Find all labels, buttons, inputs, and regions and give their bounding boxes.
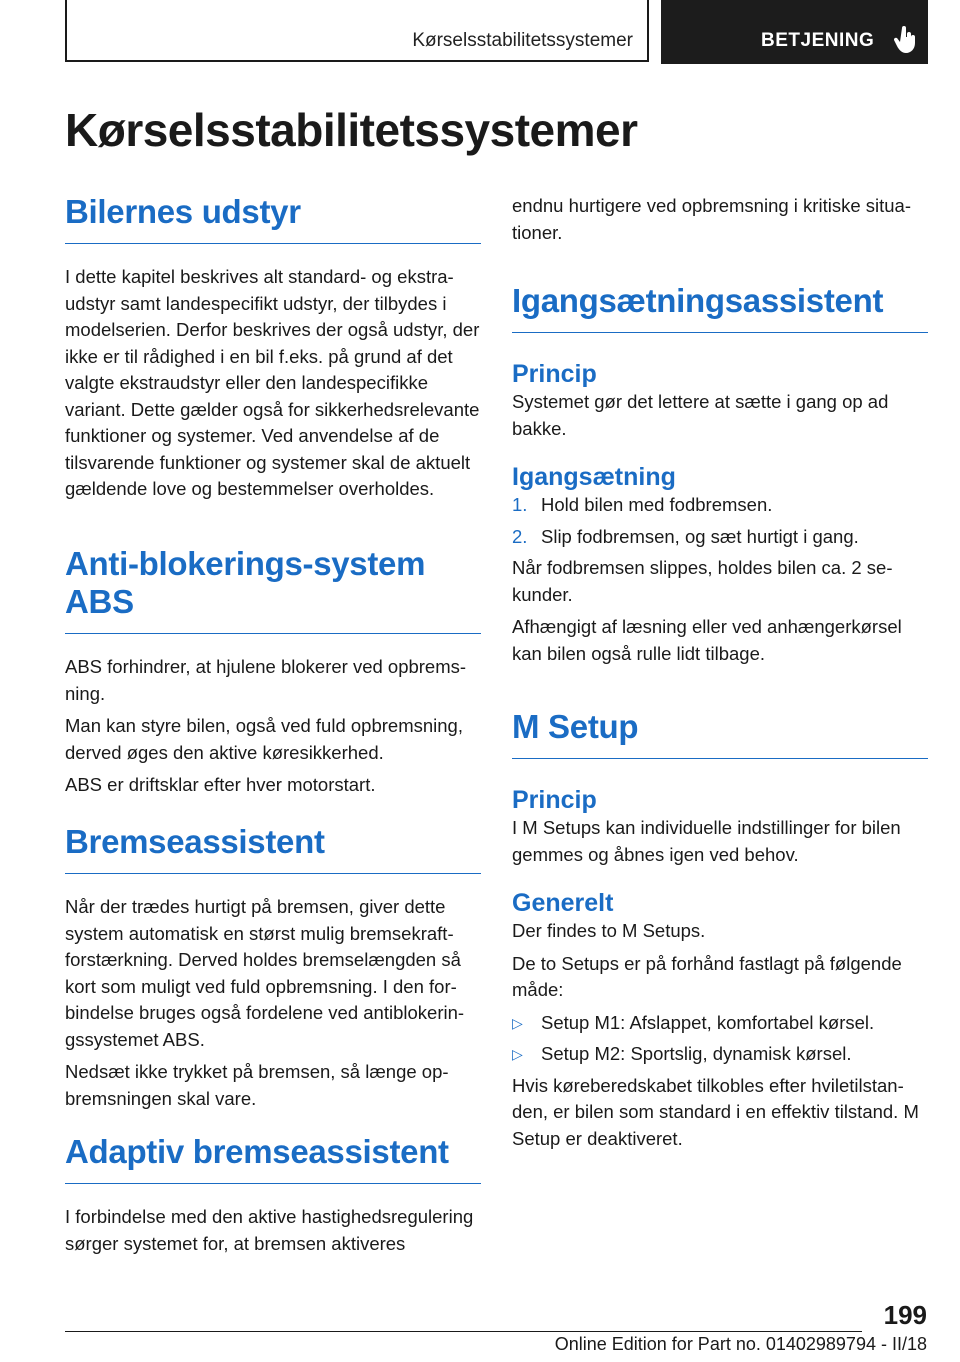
section-heading: Adaptiv bremseassistent <box>65 1133 481 1184</box>
list-number: 1. <box>512 494 528 515</box>
list-item <box>512 492 928 519</box>
paragraph: I M Setups kan individuelle indstillinger for bilen gemmes og åbnes igen ved behov. <box>512 817 901 865</box>
section-heading: Bilernes udstyr <box>65 193 481 244</box>
chapter-tab <box>661 0 928 64</box>
list-item <box>512 1041 928 1068</box>
paragraph: Når der trædes hurtigt på bremsen, giver dette system automatisk en størst mulig bremsekraftforstærkning. Derved holdes bremselængden så kort som muligt ved fuld opbremsning. I den forbindelse bruges også fordelene ved antiblokeringssystemet ABS. <box>65 896 465 1050</box>
section-heading: Bremseassistent <box>65 823 481 874</box>
subsection-heading: Generelt <box>512 889 614 917</box>
footer-divider <box>65 1331 862 1332</box>
pointing-hand-icon <box>894 26 918 54</box>
paragraph: Afhængigt af læsning eller ved anhængerkørsel kan bilen også rulle lidt tilbage. <box>512 616 902 664</box>
paragraph: Man kan styre bilen, også ved fuld opbremsning, derved øges den aktive køresikkerhed. <box>65 715 463 763</box>
list-number: 2. <box>512 525 528 547</box>
section-heading: Igangsætningsassistent <box>512 282 928 333</box>
list-text: Slip fodbremsen, og sæt hurtigt i gang. <box>541 525 859 547</box>
list-text: Setup M2: Sportslig, dynamisk kørsel. <box>541 1043 852 1064</box>
list-item <box>512 1010 928 1037</box>
section-tab <box>65 0 649 62</box>
section-title: Kørselsstabilitetssystemer <box>412 30 633 51</box>
section-abs <box>65 545 481 805</box>
section-m-setup <box>512 708 928 1158</box>
section-adaptiv-bremseassistent <box>65 1133 481 1263</box>
paragraph: I dette kapitel beskrives alt standard- og ekstraudstyr samt landespecifikt udstyr, der tilbydes i modelserien. Derfor beskrives der også udstyr, der ikke er til rådighed i en bil f.eks. på grund af det valgte ekstraudstyr eller den landespecifikke variant. Dette gælder også for sikkerhedsrelevante funktioner og systemer. Ved anvendelse af de tilsvarende funktioner og systemer skal de aktuelt gældende love og bestemmelser overholdes. <box>65 266 480 499</box>
edition-text: Online Edition for Part no. 01402989794 - II/18 <box>554 1334 927 1354</box>
section-igangsaetningsassistent <box>512 282 928 673</box>
page-number: 199 <box>883 1300 927 1330</box>
paragraph: ABS forhindrer, at hjulene blokerer ved opbremsning. <box>65 656 467 704</box>
subsection-heading: Igangsætning <box>512 463 676 491</box>
paragraph: Nedsæt ikke trykket på bremsen, så længe opbremsningen skal vare. <box>65 1061 449 1109</box>
paragraph: ABS er driftsklar efter hver motorstart. <box>65 774 376 795</box>
paragraph: De to Setups er på forhånd fastlagt på følgende måde: <box>512 952 902 1000</box>
paragraph: endnu hurtigere ved opbremsning i kritiske situationer. <box>512 195 911 243</box>
subsection-heading: Princip <box>512 360 597 388</box>
page-title: Kørselsstabilitetssystemer <box>65 104 638 156</box>
section-heading: Anti-blokerings-system ABS <box>65 545 481 634</box>
page-header <box>65 0 928 64</box>
triangle-bullet-icon: ▷ <box>512 1046 523 1062</box>
section-heading: M Setup <box>512 708 928 759</box>
list-text: Setup M1: Afslappet, komfortabel kørsel. <box>541 1011 875 1033</box>
chapter-label: BETJENING <box>761 30 875 51</box>
paragraph: Når fodbremsen slippes, holdes bilen ca. 2 sekunder. <box>512 557 893 605</box>
section-bremseassistent <box>65 823 481 1118</box>
paragraph: Der findes to M Setups. <box>512 920 706 941</box>
triangle-bullet-icon: ▷ <box>512 1014 523 1031</box>
paragraph: I forbindelse med den aktive hastighedsregulering sørger systemet for, at bremsen aktiveres <box>65 1206 474 1254</box>
list-item <box>512 524 928 551</box>
list-text: Hold bilen med fodbremsen. <box>541 494 773 515</box>
continuation-text <box>512 193 928 252</box>
section-bilernes-udstyr <box>65 193 481 509</box>
subsection-heading: Princip <box>512 786 597 814</box>
paragraph: Hvis køreberedskabet tilkobles efter hviletilstanden, er bilen som standard i en effektiv tilstand. M Setup er deaktiveret. <box>512 1074 919 1149</box>
paragraph: Systemet gør det lettere at sætte i gang op ad bakke. <box>512 391 889 439</box>
